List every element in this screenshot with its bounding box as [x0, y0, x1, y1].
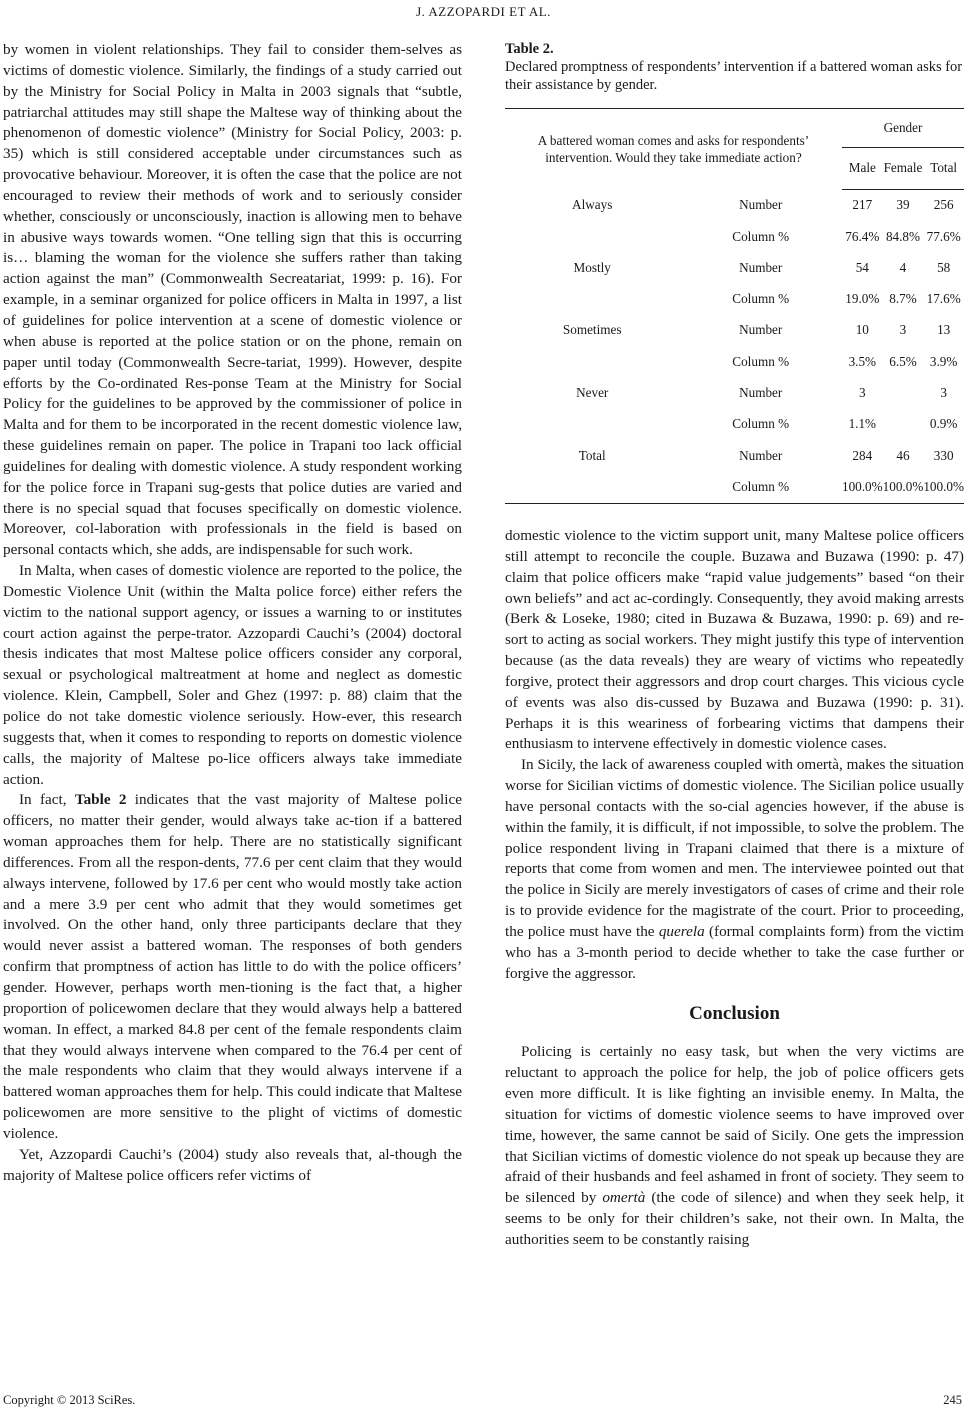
cell-total: 256	[933, 197, 954, 213]
row-group-label: Never	[576, 385, 609, 400]
cell-male: 1.1%	[848, 416, 877, 432]
row-measure-label: Column %	[732, 228, 790, 244]
cell-total: 3	[940, 385, 947, 400]
table-row	[505, 409, 964, 440]
table-title: Table 2.	[505, 41, 554, 57]
section-heading-conclusion: Conclusion	[689, 1002, 780, 1024]
body-paragraph: In Malta, when cases of domestic violence are reported to the police, the Domestic Violence Unit (within the Malta police force) either refers the victim to the national support agency, or issues a warning to or institutes court action against the perpe-trator. Azzopardi Cauchi’s (2004) doctoral thesis indicates that most Maltese police officers consider any corporal, sexual or psychological maltreatment at home and neglect as domestic violence. Klein, Campbell, Soler and Ghez (1997: p. 88) claim that the police do not take domestic violence seriously. How-ever, this research suggests that, when it comes to responding to reports on domestic violence calls, the majority of Maltese po-lice officers always take immediate action.	[3, 562, 462, 788]
cell-total: 58	[937, 259, 951, 275]
running-header: J. AZZOPARDI ET AL.	[416, 4, 551, 19]
body-paragraph	[3, 790, 462, 1144]
table-header-row	[505, 109, 964, 148]
row-measure-label: Number	[739, 259, 783, 275]
table-caption: Declared promptness of respondents’ intervention if a battered woman asks for their assistance by gender.	[505, 59, 963, 93]
cell-female: 6.5%	[889, 353, 917, 369]
row-group-label: Total	[578, 447, 606, 463]
cell-total: 330	[933, 447, 954, 463]
cell-female	[883, 409, 924, 440]
cell-female: 4	[899, 259, 907, 275]
cell-male: 100.0%	[842, 472, 883, 504]
col-header-total: Total	[923, 148, 964, 190]
body-paragraph: by women in violent relationships. They fail to consider them-selves as victims of domestic violence. Similarly, the findings of a study carried out by the Ministry for Social Policy in Malta in 2003 signals that “subtle, patriarchal attitudes may still shape the Maltese way of thinking about the phenomenon of domestic violence” (Ministry for Social Policy, 2003: p. 35) which is still considered acceptable under circumstances such as provocative behaviour. Moreover, it is often the case that the police are not encouraged to review their methods of work and to seriously consider whether, consciously or unconsciously, inaction is allowing men to behave in abusive ways towards women. “One telling sign that this is occurring is… blaming the woman for the violence she suffers rather than taking action against the man” (Commonwealth Secreatariat, 1999: p. 16). For example, in a seminar organized for police officers in Malta in 1997, a list of guidelines for police intervention at a scene of domestic violence or when abuse is reported at the police station or on the phone, remain on paper until today (Commonwealth Secre-tariat, 1999). However, despite efforts by the Co-ordinated Res-ponse Team at the Ministry for Social Policy for the guidelines to be approved by the commissioner of police in Malta and for them to be incorporated in the recent domestic violence law, these guidelines remain on paper. The police in Trapani too lack official guidelines for dealing with domestic violence. A study respondent working for the police force in Trapani sug-gests that police duties are varied and there is no special squad that focuses specifically on domestic violence. Moreover, col-laboration with professionals in the field is based on personal contacts which, she adds, are indispensable for such work.	[3, 41, 462, 559]
text-run: Policing is certainly no easy task, but when the very victims are reluctant to approach the police for help, the job of police officers gets even more difficult. It is like fighting an invisible enemy. In Malta, the situation for victims of domestic violence seems to have improved over time, however, the same cannot be said of Sicily. One gets the impression that Sicilian victims of domestic violence do not speak up because they are afraid of their husbands and feel ashamed in front of society. They seem to be silenced by	[505, 1043, 964, 1207]
col-header-female: Female	[883, 148, 924, 190]
cell-female: 84.8%	[885, 228, 921, 244]
row-measure-label: Column %	[732, 291, 790, 307]
text-run: In fact,	[19, 791, 75, 809]
row-measure-label: Column %	[679, 472, 842, 504]
cell-male: 54	[855, 259, 869, 275]
cell-male: 217	[852, 197, 873, 213]
row-measure-label: Number	[739, 447, 783, 463]
cell-total: 77.6%	[926, 228, 961, 244]
cell-male: 10	[855, 322, 869, 338]
body-paragraph: domestic violence to the victim support unit, many Maltese police officers still attempt to reconcile the couple. Buzawa and Buzawa (1990: p. 47) claim that police officers make “rapid value judgements” based “on their own beliefs” and act ac-cordingly. Consequently, they avoid making arrests (Berk & Loseke, 1980; cited in Buzawa & Buzawa, 1990: p. 69) and re-sort to acting as social workers. They might justify this type of intervention because (as the data reveals) they are weary of victims who repeatedly forgive, protect their aggressors and drop court charges. This vicious cycle of events was also dis-cussed by Buzawa and Buzawa (1990: p. 31). Perhaps it is this weariness of forbearing victims that dampens their enthusiasm to intervene effectively in domestic violence cases.	[505, 526, 964, 753]
cell-total: 17.6%	[926, 291, 961, 307]
text-run: indicates that the vast majority of Maltese police officers, no matter their gender, would always take ac-tion if a battered woman approaches them for help. There are no statistically significant differences. From all the respon-dents, 77.6 per cent claim that they would always intervene, followed by 17.6 per cent who would mostly take action and a mere 3.9 per cent who admit that they would sometimes get involved. On the other hand, only three participants declare that they would never assist a battered woman. The responses of both genders confirm that promptness of action has little to do with the police officers’ gender. However, perhaps worth men-tioning is the fact that, a higher proportion of policewomen declare that they would always help a battered woman. In effect, a marked 84.8 per cent of the female respondents claim that they would always intervene when compared to the 76.4 per cent of the male respondents who claim that they would always intervene if a battered woman approaches them for help. This could indicate that Maltese policewomen are more sensitive to the plight of victims of domestic violence.	[3, 791, 462, 1142]
cell-female: 46	[896, 447, 910, 463]
cell-male: 284	[852, 447, 873, 463]
cell-male: 3.5%	[848, 353, 877, 369]
cell-male: 19.0%	[845, 291, 880, 307]
text-run: (formal complaints form) from the victim who has a 3-month period to decide whether to take the case further or forgive the aggressor.	[505, 923, 964, 982]
row-group-label	[505, 472, 679, 504]
italic-term: omertà	[602, 1189, 646, 1207]
body-paragraph: Yet, Azzopardi Cauchi’s (2004) study also reveals that, al-though the majority of Maltese police officers refer victims of	[3, 1145, 462, 1184]
row-measure-label: Column %	[732, 353, 790, 369]
body-paragraph	[505, 755, 964, 984]
cell-total: 0.9%	[929, 416, 958, 432]
table-row	[505, 284, 964, 315]
cell-total: 100.0%	[923, 472, 964, 504]
gender-header: Gender	[842, 109, 964, 148]
row-measure-label: Column %	[732, 416, 790, 432]
table-reference: Table 2	[74, 791, 127, 809]
row-measure-label: Number	[739, 196, 783, 212]
cell-male: 76.4%	[845, 228, 880, 244]
table-row	[505, 315, 964, 346]
cell-male: 3	[859, 385, 866, 400]
cell-female: 39	[896, 197, 910, 213]
cell-total: 3.9%	[929, 353, 958, 369]
table-row	[505, 253, 964, 284]
footer-page-number: 245	[943, 1393, 962, 1407]
data-table	[505, 108, 964, 504]
left-column	[3, 40, 462, 1186]
footer-copyright: Copyright © 2013 SciRes.	[3, 1393, 136, 1407]
table-row	[505, 190, 964, 222]
text-run: In Sicily, the lack of awareness coupled with omertà, makes the situation worse for Sicilian victims of domestic violence. The Sicilian police usually have personal contacts with the so-cial agencies however, if the abuse is within the family, it is difficult, if not impossible, to solve the problem. The police respondent living in Trapani claimed that there is a mixture of reports that come from women and men. The interviewee pointed out that the police in Sicily are merely investigators of cases of crime and their role is to provide evidence for the magistrate of the court. Prior to proceeding, the police must have the	[505, 756, 964, 940]
row-group-label	[505, 409, 679, 440]
body-paragraph	[505, 1042, 964, 1250]
cell-female: 3	[899, 322, 907, 338]
table-row	[505, 221, 964, 252]
row-group-label: Mostly	[573, 259, 611, 275]
cell-female: 8.7%	[889, 291, 917, 307]
col-header-male: Male	[842, 148, 883, 190]
text-run: (the code of silence) and when they seek help, it seems to be only for their children’s sake, not their own. In Malta, the authorities seem to be constantly raising	[505, 1189, 964, 1248]
table-row	[505, 378, 964, 409]
cell-female: 100.0%	[883, 472, 924, 504]
cell-total: 13	[937, 322, 951, 338]
row-measure-label: Number	[739, 385, 783, 400]
row-group-label	[505, 284, 679, 315]
right-column	[505, 40, 964, 1251]
row-group-label: Sometimes	[562, 322, 622, 338]
italic-term: querela	[658, 923, 705, 940]
row-group-label	[505, 221, 679, 252]
cell-female	[883, 378, 924, 409]
row-measure-label: Number	[739, 322, 783, 338]
question-header: A battered woman comes and asks for respondents’ intervention. Would they take immediate action?	[505, 109, 842, 190]
row-group-label	[505, 346, 679, 377]
table-row	[505, 440, 964, 471]
table-row	[505, 346, 964, 377]
table-row	[505, 472, 964, 504]
row-group-label: Always	[572, 196, 613, 212]
